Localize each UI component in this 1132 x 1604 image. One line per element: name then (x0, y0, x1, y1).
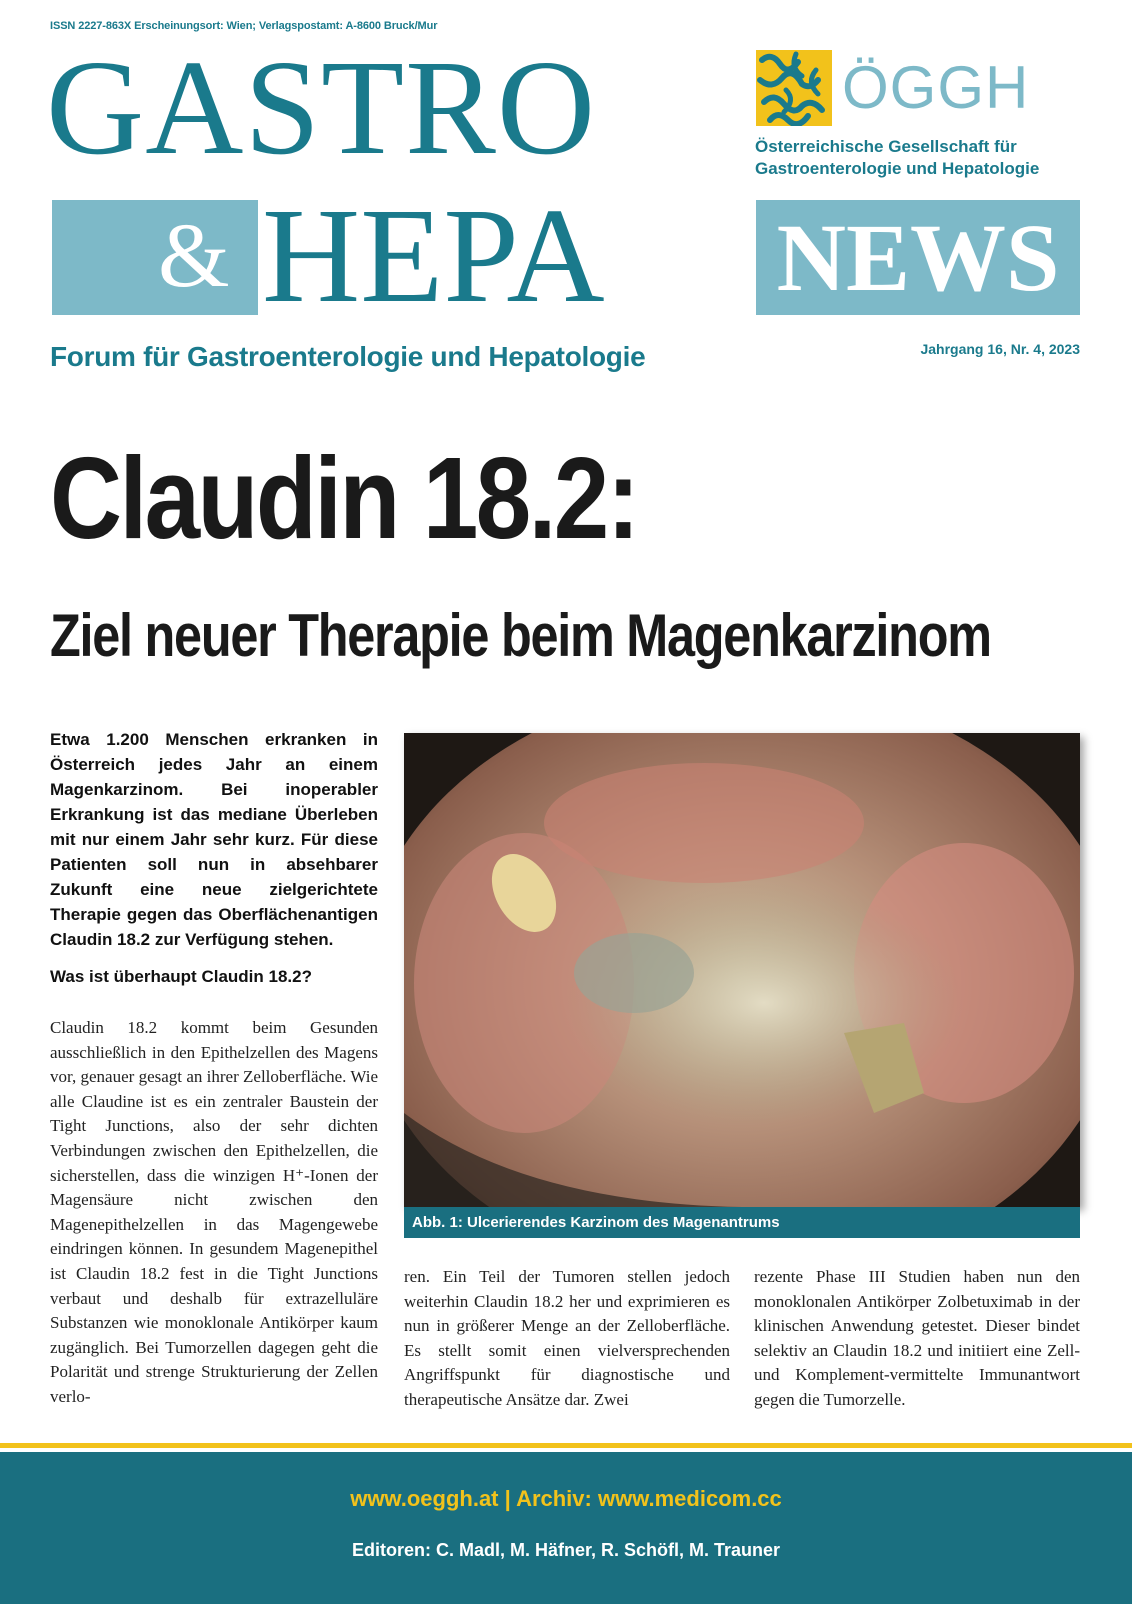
issue-info: Jahrgang 16, Nr. 4, 2023 (920, 341, 1080, 357)
article-subheadline: Ziel neuer Therapie beim Magenkarzinom (50, 602, 991, 669)
footer-band (0, 1452, 1132, 1604)
section-heading: Was ist überhaupt Claudin 18.2? (50, 967, 312, 986)
article-headline: Claudin 18.2: (50, 433, 638, 563)
footer-links[interactable]: www.oeggh.at | Archiv: www.medicom.cc (350, 1486, 782, 1511)
society-name (755, 136, 1039, 180)
body-column-2: ren. Ein Teil der Tumoren stellen jedoch weiterhin Claudin 18.2 her und exprimieren es nun in größerer Menge an der Zelloberfläche. Es stellt somit einen vielversprechenden Angriffspunkt für diagnostische und therapeutische Ansätze dar. Zwei (404, 1267, 730, 1409)
figure-caption (404, 1207, 1080, 1238)
society-name-line1: Österreichische Gesellschaft für (755, 137, 1017, 156)
endoscopy-image (404, 733, 1080, 1207)
footer-editors: Editoren: C. Madl, M. Häfner, R. Schöfl, M. Trauner (351, 1540, 781, 1560)
tagline: Forum für Gastroenterologie und Hepatologie (50, 341, 646, 372)
footer-rule (0, 1443, 1132, 1448)
masthead-news: NEWS (776, 204, 1060, 311)
oeggh-logo-text: ÖGGH (842, 54, 1030, 121)
body-column-3: rezente Phase III Studien haben nun den monoklonalen Antikörper Zolbetuximab in der klinischen Anwendung getestet. Dieser bindet selektiv an Claudin 18.2 und initiiert eine Zell- und Komplement-vermittelte Immunantwort gegen die Tumorzelle. (754, 1267, 1080, 1409)
body-column-1: Claudin 18.2 kommt beim Gesunden ausschließlich in den Epithelzellen des Magens vor, genauer gesagt an ihrer Zelloberfläche. Wie alle Claudine ist es ein zentraler Baustein der Tight Junctions, also der sehr dichten Verbindungen zwischen den Epithelzellen, die sicherstellen, dass die winzigen H⁺-Ionen der Magensäure nicht zwischen den Magenepithelzellen in das Magengewebe eindringen können. In gesundem Magenepithel ist Claudin 18.2 fest in die Tight Junctions verbaut und deshalb für extrazelluläre Substanzen wie monoklonale Antikörper kaum zugänglich. Bei Tumorzellen dagegen geht die Polarität und strenge Strukturierung der Zellen verlo- (50, 1018, 378, 1406)
article-lead: Etwa 1.200 Menschen erkranken in Österreich jedes Jahr an einem Magenkarzinom. Bei inoperabler Erkrankung ist das mediane Überleben mit nur einem Jahr sehr kurz. Für diese Patienten soll nun in absehbarer Zukunft eine neue zielgerichtete Therapie gegen das Oberflächenantigen Claudin 18.2 zur Verfügung stehen. (50, 730, 378, 949)
masthead-title-hepa: HEPA (262, 181, 605, 331)
society-name-line2: Gastroenterologie und Hepatologie (755, 159, 1040, 178)
masthead-title-gastro: GASTRO (46, 33, 597, 183)
figure-caption-text: Abb. 1: Ulcerierendes Karzinom des Magenantrums (412, 1214, 780, 1231)
issn-line: ISSN 2227-863X Erscheinungsort: Wien; Verlagspostamt: A-8600 Bruck/Mur (50, 20, 438, 32)
masthead-ampersand: & (158, 204, 230, 306)
oeggh-logo-icon (756, 50, 832, 126)
